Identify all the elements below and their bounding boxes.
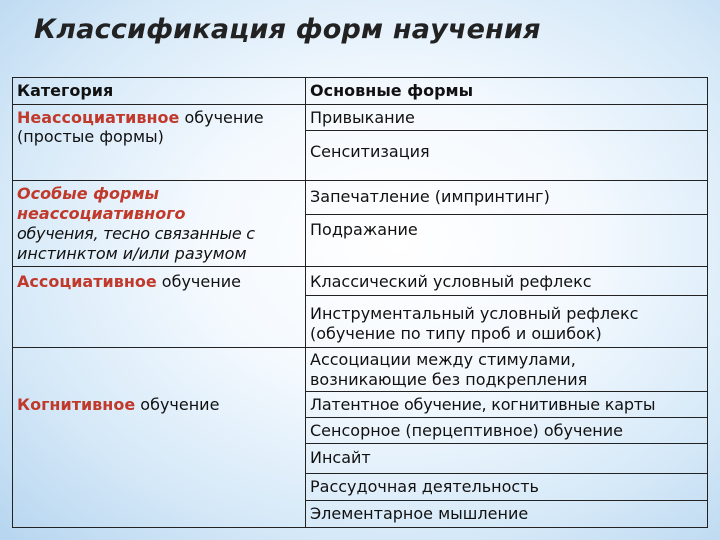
category-special-line2: неассоциативного bbox=[17, 204, 186, 223]
category-nonassociative bbox=[17, 108, 264, 128]
form-stimulus-association-line2: возникающие без подкрепления bbox=[310, 370, 588, 389]
category-accent: Когнитивное bbox=[17, 395, 136, 414]
category-special-line1: Особые формы bbox=[17, 184, 160, 203]
category-cognitive bbox=[17, 395, 219, 415]
form-reasoning: Рассудочная деятельность bbox=[310, 477, 539, 496]
category-nonassociative-note: (простые формы) bbox=[17, 127, 164, 146]
learning-forms-table bbox=[12, 77, 708, 528]
category-special-line3: обучения, тесно связанные с bbox=[17, 224, 255, 243]
category-special-line4: инстинктом и/или разумом bbox=[17, 244, 247, 263]
category-accent: Ассоциативное bbox=[17, 272, 157, 291]
form-stimulus-association-line1: Ассоциации между стимулами, bbox=[310, 350, 576, 369]
category-suffix: обучение bbox=[179, 108, 264, 127]
form-elementary-thinking: Элементарное мышление bbox=[310, 504, 529, 523]
form-perceptual-learning: Сенсорное (перцептивное) обучение bbox=[310, 421, 623, 440]
form-imprinting: Запечатление (импринтинг) bbox=[310, 187, 550, 206]
category-suffix: обучение bbox=[156, 272, 241, 291]
header-category: Категория bbox=[17, 81, 114, 100]
form-sensitization: Сенситизация bbox=[310, 142, 430, 161]
category-suffix: обучение bbox=[135, 395, 220, 414]
form-instrumental-conditioning: Инструментальный условный рефлекс bbox=[310, 304, 639, 323]
header-main-forms: Основные формы bbox=[310, 81, 474, 100]
slide-title: Классификация форм научения bbox=[34, 14, 541, 45]
category-accent: Неассоциативное bbox=[17, 108, 180, 127]
form-classical-conditioning: Классический условный рефлекс bbox=[310, 272, 592, 291]
form-insight: Инсайт bbox=[310, 448, 371, 467]
form-imitation: Подражание bbox=[310, 220, 418, 239]
form-habituation: Привыкание bbox=[310, 108, 415, 127]
form-trial-and-error: (обучение по типу проб и ошибок) bbox=[310, 324, 602, 343]
form-latent-learning: Латентное обучение, когнитивные карты bbox=[310, 395, 656, 414]
category-associative bbox=[17, 272, 241, 292]
